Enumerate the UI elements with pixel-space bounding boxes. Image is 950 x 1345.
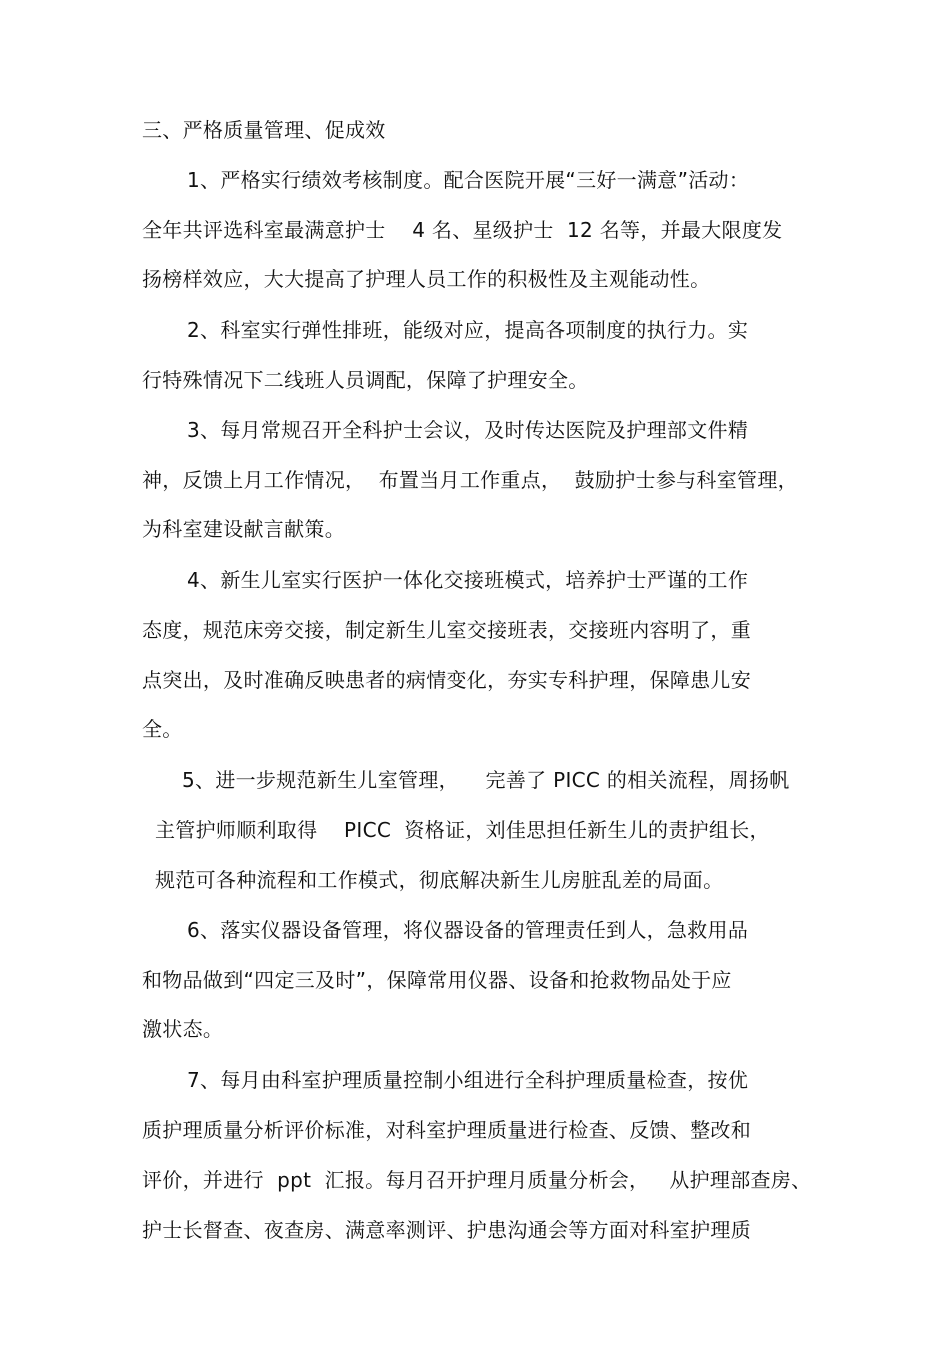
text-line: 全年共评选科室最满意护士 4 名、星级护士 12 名等，并最大限度发 <box>142 218 783 242</box>
text-line: 2、科室实行弹性排班，能级对应，提高各项制度的执行力。实 <box>187 318 749 342</box>
text-line: 7、每月由科室护理质量控制小组进行全科护理质量检查，按优 <box>187 1068 749 1092</box>
text-line: 护士长督查、夜查房、满意率测评、护患沟通会等方面对科室护理质 <box>142 1218 751 1242</box>
text-line: 全。 <box>142 717 183 741</box>
text-line: 质护理质量分析评价标准，对科室护理质量进行检查、反馈、整改和 <box>142 1118 751 1142</box>
text-line: 点突出，及时准确反映患者的病情变化，夯实专科护理，保障患儿安 <box>142 668 751 692</box>
text-line: 5、进一步规范新生儿室管理， 完善了 PICC 的相关流程，周扬帆 <box>182 768 790 792</box>
text-line: 3、每月常规召开全科护士会议，及时传达医院及护理部文件精 <box>187 418 749 442</box>
text-line: 扬榜样效应，大大提高了护理人员工作的积极性及主观能动性。 <box>142 267 711 291</box>
text-line: 1、严格实行绩效考核制度。配合医院开展“三好一满意”活动： <box>187 168 750 192</box>
text-line: 和物品做到“四定三及时”，保障常用仪器、设备和抢救物品处于应 <box>142 968 732 992</box>
text-line: 为科室建设献言献策。 <box>142 517 345 541</box>
text-line: 6、落实仪器设备管理，将仪器设备的管理责任到人，急救用品 <box>187 918 749 942</box>
text-line: 激状态。 <box>142 1017 224 1041</box>
text-line: 4、新生儿室实行医护一体化交接班模式，培养护士严谨的工作 <box>187 568 749 592</box>
text-line: 态度，规范床旁交接，制定新生儿室交接班表，交接班内容明了，重 <box>142 618 751 642</box>
text-line: 评价，并进行 ppt 汇报。每月召开护理月质量分析会， 从护理部查房、 <box>142 1168 812 1192</box>
text-line: 主管护师顺利取得 PICC 资格证，刘佳思担任新生儿的责护组长， <box>155 818 770 842</box>
text-line: 神，反馈上月工作情况， 布置当月工作重点， 鼓励护士参与科室管理， <box>142 468 798 492</box>
text-line: 规范可各种流程和工作模式，彻底解决新生儿房脏乱差的局面。 <box>155 868 724 892</box>
section-heading: 三、严格质量管理、促成效 <box>142 118 386 142</box>
text-line: 行特殊情况下二线班人员调配，保障了护理安全。 <box>142 368 589 392</box>
